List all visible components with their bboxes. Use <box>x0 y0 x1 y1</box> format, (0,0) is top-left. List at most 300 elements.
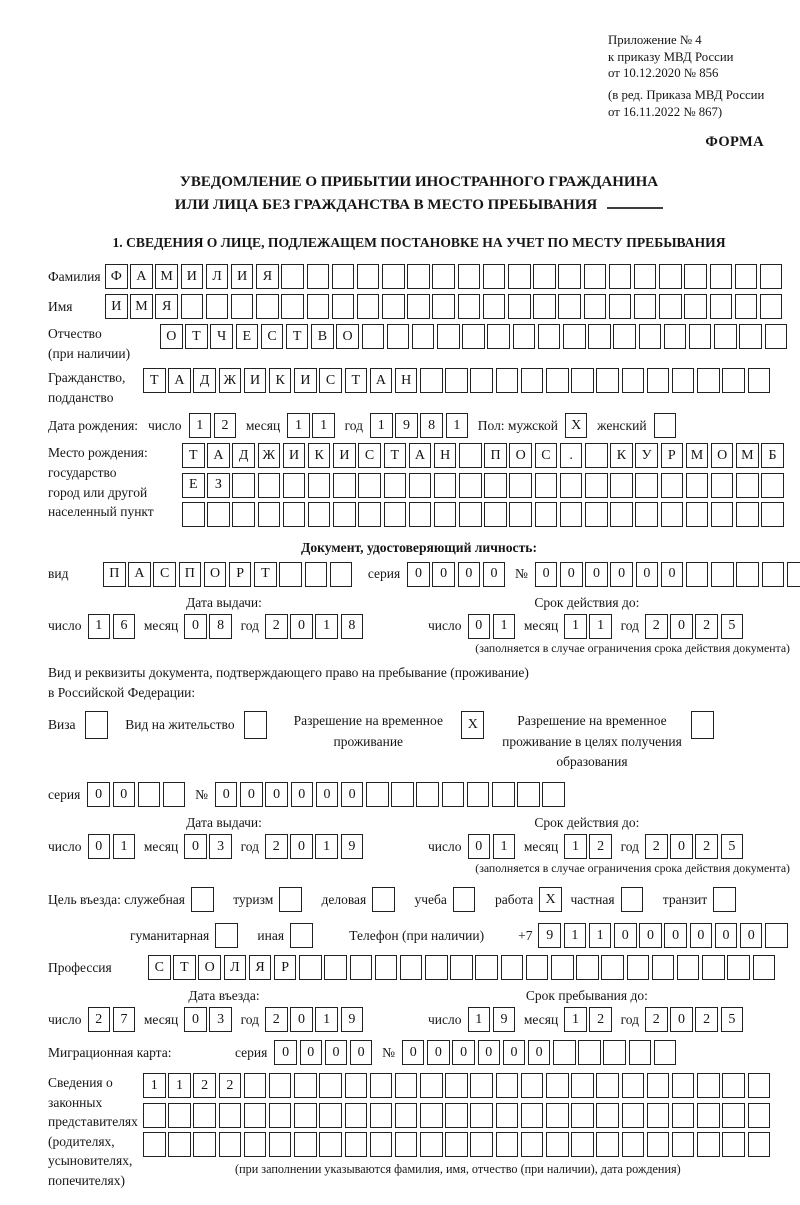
char-cell[interactable] <box>395 1073 418 1098</box>
char-cell[interactable]: 0 <box>670 834 693 859</box>
char-cell[interactable] <box>672 368 695 393</box>
char-cell[interactable]: 0 <box>88 834 111 859</box>
char-cell[interactable] <box>432 264 455 289</box>
char-cell[interactable]: 1 <box>287 413 310 438</box>
char-cell[interactable] <box>702 955 725 980</box>
char-cell[interactable]: 0 <box>639 923 662 948</box>
char-cell[interactable]: С <box>535 443 558 468</box>
char-cell[interactable]: 2 <box>265 1007 288 1032</box>
char-cell[interactable]: Р <box>229 562 252 587</box>
char-cell[interactable] <box>462 324 485 349</box>
char-cell[interactable]: 0 <box>560 562 583 587</box>
char-cell[interactable] <box>345 1103 368 1128</box>
char-cell[interactable] <box>420 1132 443 1157</box>
char-cell[interactable]: . <box>560 443 583 468</box>
char-cell[interactable] <box>357 264 380 289</box>
char-cell[interactable] <box>621 887 644 912</box>
char-cell[interactable]: П <box>179 562 202 587</box>
char-cell[interactable] <box>697 1132 720 1157</box>
char-cell[interactable] <box>654 1040 677 1065</box>
char-cell[interactable] <box>521 1103 544 1128</box>
char-cell[interactable]: 0 <box>402 1040 425 1065</box>
char-cell[interactable]: 0 <box>341 782 364 807</box>
char-cell[interactable]: Н <box>395 368 418 393</box>
char-cell[interactable]: М <box>155 264 178 289</box>
char-cell[interactable]: 0 <box>113 782 136 807</box>
char-cell[interactable] <box>496 1103 519 1128</box>
char-cell[interactable]: Я <box>155 294 178 319</box>
char-cell[interactable] <box>384 473 407 498</box>
char-cell[interactable] <box>324 955 347 980</box>
char-cell[interactable] <box>710 294 733 319</box>
char-cell[interactable]: 1 <box>143 1073 166 1098</box>
char-cell[interactable] <box>661 502 684 527</box>
char-cell[interactable] <box>168 1132 191 1157</box>
char-cell[interactable]: 0 <box>350 1040 373 1065</box>
char-cell[interactable] <box>168 1103 191 1128</box>
char-cell[interactable]: 0 <box>240 782 263 807</box>
char-cell[interactable] <box>307 294 330 319</box>
char-cell[interactable] <box>459 502 482 527</box>
char-cell[interactable] <box>420 1103 443 1128</box>
char-cell[interactable]: Я <box>256 264 279 289</box>
char-cell[interactable]: 0 <box>215 782 238 807</box>
char-cell[interactable] <box>634 294 657 319</box>
char-cell[interactable] <box>526 955 549 980</box>
char-cell[interactable] <box>689 324 712 349</box>
char-cell[interactable] <box>382 294 405 319</box>
char-cell[interactable]: 0 <box>664 923 687 948</box>
char-cell[interactable]: 1 <box>589 923 612 948</box>
char-cell[interactable] <box>395 1132 418 1157</box>
char-cell[interactable] <box>535 473 558 498</box>
char-cell[interactable]: Т <box>173 955 196 980</box>
char-cell[interactable]: 1 <box>589 614 612 639</box>
char-cell[interactable] <box>269 1132 292 1157</box>
char-cell[interactable]: 2 <box>695 834 718 859</box>
char-cell[interactable]: К <box>269 368 292 393</box>
char-cell[interactable] <box>191 887 214 912</box>
char-cell[interactable]: Т <box>384 443 407 468</box>
char-cell[interactable]: 0 <box>670 614 693 639</box>
char-cell[interactable]: 2 <box>589 834 612 859</box>
char-cell[interactable] <box>382 264 405 289</box>
char-cell[interactable] <box>445 368 468 393</box>
char-cell[interactable]: А <box>168 368 191 393</box>
char-cell[interactable] <box>372 887 395 912</box>
char-cell[interactable]: Д <box>232 443 255 468</box>
char-cell[interactable]: 1 <box>446 413 469 438</box>
char-cell[interactable] <box>332 294 355 319</box>
char-cell[interactable]: Ф <box>105 264 128 289</box>
char-cell[interactable] <box>748 368 771 393</box>
char-cell[interactable]: 1 <box>315 614 338 639</box>
char-cell[interactable] <box>345 1132 368 1157</box>
char-cell[interactable] <box>535 502 558 527</box>
char-cell[interactable] <box>761 473 784 498</box>
char-cell[interactable] <box>294 1132 317 1157</box>
char-cell[interactable] <box>711 562 734 587</box>
char-cell[interactable] <box>163 782 186 807</box>
char-cell[interactable]: 0 <box>468 614 491 639</box>
char-cell[interactable] <box>609 294 632 319</box>
char-cell[interactable]: У <box>635 443 658 468</box>
char-cell[interactable]: 9 <box>493 1007 516 1032</box>
char-cell[interactable] <box>244 1103 267 1128</box>
char-cell[interactable] <box>596 368 619 393</box>
char-cell[interactable] <box>601 955 624 980</box>
char-cell[interactable]: 5 <box>721 1007 744 1032</box>
char-cell[interactable]: О <box>509 443 532 468</box>
char-cell[interactable] <box>560 502 583 527</box>
char-cell[interactable]: Р <box>274 955 297 980</box>
char-cell[interactable]: И <box>244 368 267 393</box>
char-cell[interactable] <box>244 1132 267 1157</box>
char-cell[interactable] <box>138 782 161 807</box>
char-cell[interactable]: Ж <box>258 443 281 468</box>
char-cell[interactable]: 0 <box>690 923 713 948</box>
char-cell[interactable]: Е <box>182 473 205 498</box>
char-cell[interactable]: 0 <box>535 562 558 587</box>
char-cell[interactable]: А <box>207 443 230 468</box>
char-cell[interactable] <box>509 502 532 527</box>
char-cell[interactable]: С <box>148 955 171 980</box>
char-cell[interactable] <box>459 473 482 498</box>
char-cell[interactable] <box>609 264 632 289</box>
char-cell[interactable] <box>713 887 736 912</box>
char-cell[interactable] <box>294 1073 317 1098</box>
char-cell[interactable] <box>542 782 565 807</box>
char-cell[interactable] <box>193 1103 216 1128</box>
char-cell[interactable] <box>571 1073 594 1098</box>
char-cell[interactable]: X <box>539 887 562 912</box>
char-cell[interactable] <box>714 324 737 349</box>
char-cell[interactable] <box>432 294 455 319</box>
char-cell[interactable] <box>584 264 607 289</box>
char-cell[interactable] <box>664 324 687 349</box>
char-cell[interactable] <box>307 264 330 289</box>
char-cell[interactable]: 1 <box>315 1007 338 1032</box>
char-cell[interactable]: 9 <box>395 413 418 438</box>
char-cell[interactable] <box>308 473 331 498</box>
char-cell[interactable] <box>684 294 707 319</box>
char-cell[interactable] <box>357 294 380 319</box>
char-cell[interactable]: Н <box>434 443 457 468</box>
char-cell[interactable] <box>370 1103 393 1128</box>
char-cell[interactable]: Т <box>345 368 368 393</box>
char-cell[interactable] <box>736 502 759 527</box>
char-cell[interactable] <box>622 368 645 393</box>
char-cell[interactable]: 1 <box>564 834 587 859</box>
char-cell[interactable] <box>283 502 306 527</box>
char-cell[interactable]: 2 <box>645 834 668 859</box>
char-cell[interactable] <box>409 502 432 527</box>
char-cell[interactable]: А <box>128 562 151 587</box>
char-cell[interactable]: Т <box>182 443 205 468</box>
char-cell[interactable] <box>622 1073 645 1098</box>
char-cell[interactable]: 8 <box>420 413 443 438</box>
char-cell[interactable] <box>521 1073 544 1098</box>
char-cell[interactable] <box>765 923 788 948</box>
char-cell[interactable]: 7 <box>113 1007 136 1032</box>
char-cell[interactable]: Т <box>143 368 166 393</box>
char-cell[interactable]: 0 <box>184 1007 207 1032</box>
char-cell[interactable] <box>258 502 281 527</box>
char-cell[interactable] <box>578 1040 601 1065</box>
char-cell[interactable] <box>622 1103 645 1128</box>
char-cell[interactable] <box>677 955 700 980</box>
char-cell[interactable] <box>727 955 750 980</box>
char-cell[interactable] <box>686 502 709 527</box>
char-cell[interactable]: 0 <box>528 1040 551 1065</box>
char-cell[interactable]: 0 <box>290 834 313 859</box>
char-cell[interactable] <box>576 955 599 980</box>
char-cell[interactable] <box>143 1132 166 1157</box>
char-cell[interactable] <box>748 1103 771 1128</box>
char-cell[interactable] <box>762 562 785 587</box>
char-cell[interactable]: 0 <box>468 834 491 859</box>
char-cell[interactable]: 2 <box>265 614 288 639</box>
char-cell[interactable]: О <box>160 324 183 349</box>
char-cell[interactable] <box>358 502 381 527</box>
char-cell[interactable]: 1 <box>113 834 136 859</box>
char-cell[interactable] <box>332 264 355 289</box>
char-cell[interactable] <box>207 502 230 527</box>
char-cell[interactable]: 2 <box>589 1007 612 1032</box>
char-cell[interactable]: 1 <box>189 413 212 438</box>
char-cell[interactable] <box>635 502 658 527</box>
char-cell[interactable]: А <box>370 368 393 393</box>
char-cell[interactable] <box>219 1132 242 1157</box>
char-cell[interactable]: И <box>333 443 356 468</box>
char-cell[interactable]: И <box>105 294 128 319</box>
char-cell[interactable] <box>434 473 457 498</box>
char-cell[interactable] <box>425 955 448 980</box>
char-cell[interactable]: 1 <box>493 614 516 639</box>
char-cell[interactable] <box>546 1103 569 1128</box>
char-cell[interactable] <box>585 443 608 468</box>
char-cell[interactable] <box>458 264 481 289</box>
char-cell[interactable]: Т <box>185 324 208 349</box>
char-cell[interactable]: А <box>409 443 432 468</box>
char-cell[interactable] <box>647 368 670 393</box>
char-cell[interactable] <box>639 324 662 349</box>
char-cell[interactable]: И <box>283 443 306 468</box>
char-cell[interactable]: 8 <box>341 614 364 639</box>
char-cell[interactable]: 5 <box>721 614 744 639</box>
char-cell[interactable]: С <box>319 368 342 393</box>
char-cell[interactable] <box>244 711 267 739</box>
char-cell[interactable] <box>571 1103 594 1128</box>
char-cell[interactable]: К <box>308 443 331 468</box>
char-cell[interactable] <box>647 1132 670 1157</box>
char-cell[interactable] <box>442 782 465 807</box>
char-cell[interactable] <box>672 1103 695 1128</box>
char-cell[interactable]: Ч <box>210 324 233 349</box>
char-cell[interactable] <box>269 1103 292 1128</box>
char-cell[interactable]: 0 <box>300 1040 323 1065</box>
char-cell[interactable] <box>420 1073 443 1098</box>
char-cell[interactable] <box>711 502 734 527</box>
char-cell[interactable] <box>634 264 657 289</box>
char-cell[interactable] <box>181 294 204 319</box>
char-cell[interactable] <box>686 562 709 587</box>
char-cell[interactable]: 0 <box>670 1007 693 1032</box>
char-cell[interactable] <box>391 782 414 807</box>
char-cell[interactable]: 0 <box>740 923 763 948</box>
char-cell[interactable] <box>546 368 569 393</box>
char-cell[interactable] <box>333 502 356 527</box>
char-cell[interactable] <box>622 1132 645 1157</box>
char-cell[interactable]: А <box>130 264 153 289</box>
char-cell[interactable] <box>143 1103 166 1128</box>
char-cell[interactable] <box>370 1132 393 1157</box>
char-cell[interactable]: 1 <box>88 614 111 639</box>
char-cell[interactable] <box>739 324 762 349</box>
char-cell[interactable]: С <box>261 324 284 349</box>
char-cell[interactable] <box>691 711 714 739</box>
char-cell[interactable]: 2 <box>214 413 237 438</box>
char-cell[interactable]: Я <box>249 955 272 980</box>
char-cell[interactable] <box>588 324 611 349</box>
char-cell[interactable] <box>697 368 720 393</box>
char-cell[interactable] <box>206 294 229 319</box>
char-cell[interactable] <box>560 473 583 498</box>
char-cell[interactable] <box>305 562 328 587</box>
char-cell[interactable] <box>409 473 432 498</box>
char-cell[interactable]: 0 <box>184 834 207 859</box>
char-cell[interactable] <box>647 1073 670 1098</box>
char-cell[interactable]: 1 <box>493 834 516 859</box>
char-cell[interactable] <box>467 782 490 807</box>
char-cell[interactable]: 0 <box>636 562 659 587</box>
char-cell[interactable] <box>319 1132 342 1157</box>
char-cell[interactable] <box>571 368 594 393</box>
char-cell[interactable] <box>445 1132 468 1157</box>
char-cell[interactable] <box>458 294 481 319</box>
char-cell[interactable]: 1 <box>564 923 587 948</box>
char-cell[interactable] <box>521 1132 544 1157</box>
char-cell[interactable]: С <box>358 443 381 468</box>
char-cell[interactable] <box>283 473 306 498</box>
char-cell[interactable] <box>445 1073 468 1098</box>
char-cell[interactable] <box>453 887 476 912</box>
char-cell[interactable]: X <box>461 711 484 739</box>
char-cell[interactable]: 9 <box>341 1007 364 1032</box>
char-cell[interactable]: В <box>311 324 334 349</box>
char-cell[interactable]: 1 <box>315 834 338 859</box>
char-cell[interactable] <box>722 1073 745 1098</box>
char-cell[interactable]: 2 <box>193 1073 216 1098</box>
char-cell[interactable]: 2 <box>695 614 718 639</box>
char-cell[interactable]: О <box>336 324 359 349</box>
char-cell[interactable]: Ж <box>219 368 242 393</box>
char-cell[interactable] <box>672 1132 695 1157</box>
char-cell[interactable]: 1 <box>168 1073 191 1098</box>
char-cell[interactable] <box>546 1073 569 1098</box>
char-cell[interactable] <box>722 1103 745 1128</box>
char-cell[interactable]: Л <box>224 955 247 980</box>
char-cell[interactable] <box>437 324 460 349</box>
char-cell[interactable] <box>279 562 302 587</box>
char-cell[interactable] <box>193 1132 216 1157</box>
char-cell[interactable] <box>345 1073 368 1098</box>
char-cell[interactable]: 0 <box>265 782 288 807</box>
char-cell[interactable] <box>760 294 783 319</box>
char-cell[interactable]: З <box>207 473 230 498</box>
char-cell[interactable] <box>470 1103 493 1128</box>
char-cell[interactable]: 5 <box>721 834 744 859</box>
char-cell[interactable] <box>508 294 531 319</box>
char-cell[interactable] <box>384 502 407 527</box>
char-cell[interactable] <box>219 1103 242 1128</box>
char-cell[interactable]: 0 <box>478 1040 501 1065</box>
char-cell[interactable] <box>546 1132 569 1157</box>
char-cell[interactable] <box>182 502 205 527</box>
char-cell[interactable]: 0 <box>290 614 313 639</box>
char-cell[interactable] <box>659 294 682 319</box>
char-cell[interactable]: 2 <box>88 1007 111 1032</box>
char-cell[interactable] <box>613 324 636 349</box>
char-cell[interactable]: И <box>294 368 317 393</box>
char-cell[interactable] <box>533 294 556 319</box>
char-cell[interactable] <box>294 1103 317 1128</box>
char-cell[interactable]: 0 <box>87 782 110 807</box>
char-cell[interactable]: 1 <box>312 413 335 438</box>
char-cell[interactable]: Е <box>236 324 259 349</box>
char-cell[interactable] <box>558 264 581 289</box>
char-cell[interactable] <box>753 955 776 980</box>
char-cell[interactable] <box>279 887 302 912</box>
char-cell[interactable] <box>370 1073 393 1098</box>
char-cell[interactable]: 0 <box>316 782 339 807</box>
char-cell[interactable] <box>487 324 510 349</box>
char-cell[interactable] <box>333 473 356 498</box>
char-cell[interactable] <box>635 473 658 498</box>
char-cell[interactable]: И <box>181 264 204 289</box>
char-cell[interactable] <box>735 264 758 289</box>
char-cell[interactable] <box>375 955 398 980</box>
char-cell[interactable] <box>496 1132 519 1157</box>
char-cell[interactable] <box>596 1132 619 1157</box>
char-cell[interactable] <box>596 1103 619 1128</box>
char-cell[interactable] <box>407 264 430 289</box>
char-cell[interactable] <box>659 264 682 289</box>
char-cell[interactable] <box>513 324 536 349</box>
char-cell[interactable] <box>558 294 581 319</box>
char-cell[interactable] <box>697 1073 720 1098</box>
char-cell[interactable] <box>407 294 430 319</box>
char-cell[interactable] <box>319 1073 342 1098</box>
char-cell[interactable] <box>319 1103 342 1128</box>
char-cell[interactable] <box>232 502 255 527</box>
char-cell[interactable] <box>256 294 279 319</box>
char-cell[interactable]: И <box>231 264 254 289</box>
char-cell[interactable] <box>496 368 519 393</box>
char-cell[interactable] <box>710 264 733 289</box>
char-cell[interactable]: 3 <box>209 834 232 859</box>
char-cell[interactable]: 2 <box>645 1007 668 1032</box>
char-cell[interactable]: 0 <box>407 562 430 587</box>
char-cell[interactable]: Т <box>254 562 277 587</box>
char-cell[interactable]: О <box>711 443 734 468</box>
char-cell[interactable] <box>538 324 561 349</box>
char-cell[interactable] <box>400 955 423 980</box>
char-cell[interactable] <box>459 443 482 468</box>
char-cell[interactable]: 0 <box>585 562 608 587</box>
char-cell[interactable] <box>501 955 524 980</box>
char-cell[interactable] <box>258 473 281 498</box>
